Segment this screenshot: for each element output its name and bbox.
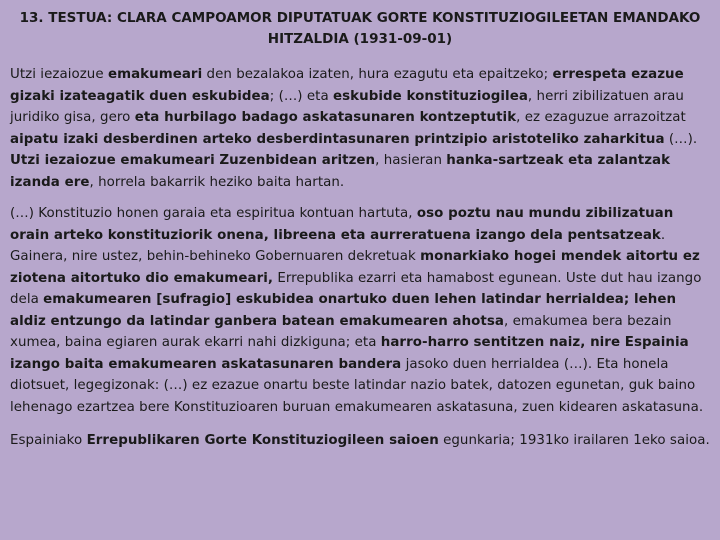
text-segment: , emakumea bera bezain xumea, baina egiaren aurak ekarri nahi dizkiguna; eta bbox=[10, 313, 672, 350]
text-segment: (…). bbox=[664, 131, 698, 147]
bold-text-segment: monarkiako hogei mendek aitortu ez ziotena aitortuko dio emakumeari, bbox=[10, 249, 700, 286]
text-segment: den bezalakoa izaten, hura ezagutu eta epaitzeko; bbox=[202, 67, 553, 82]
bold-text-segment: harro-harro sentitzen naiz, nire Espainia izango baita emakumearen askatasunaren bandera bbox=[10, 335, 689, 372]
bold-text-segment: Utzi iezaiozue emakumeari Zuzenbidean aritzen bbox=[10, 153, 376, 168]
bold-text-segment: errespeta ezazue gizaki izateagatik duen eskubidea bbox=[10, 67, 684, 104]
bold-text-segment: eta hurbilago badago askatasunaren kontzeptutik bbox=[134, 110, 517, 125]
text-segment: Errepublika ezarri eta hamabost egunean. Uste dut hau izango dela bbox=[10, 270, 702, 307]
text-segment: (…) Konstituzio honen garaia eta espiritua kontuan hartuta, bbox=[10, 206, 417, 221]
text-segment: jasoko duen herrialdea (…). Eta honela diotsuet, legegizonak: (…) ez ezazue onartu beste latindar nazio batek, datozen egunetan, guk baino lehenago ezartzea bere Konstituzioaren buruan emakumearen askatasuna, zuen kidearen askatasuna. bbox=[10, 356, 704, 415]
text-segment: , herri zibilizatuen arau juridiko gisa, gero bbox=[10, 88, 684, 125]
bold-text-segment: aipatu izaki desberdinen arteko desberdintasunaren printzipio aristoteliko zaharkitua bbox=[10, 131, 665, 147]
text-segment: . Gainera, nire ustez, behin-behineko Gobernuaren dekretuak bbox=[10, 227, 666, 264]
bold-text-segment: oso poztu nau mundu zibilizatuan orain arteko konstituziorik onena, libreena eta aurreratuena izango dela pentsatzeak bbox=[10, 206, 674, 243]
bold-text-segment: eskubide konstituziogilea bbox=[333, 88, 528, 104]
text-segment: Espainiako bbox=[10, 433, 87, 448]
paragraph-2 bbox=[10, 203, 710, 418]
bold-text-segment: emakumearen [sufragio] eskubidea onartuko duen lehen latindar herrialdea; lehen aldiz entzungo da latindar ganbera batean emakumearen ahotsa bbox=[10, 292, 677, 329]
bold-text-segment: emakumeari bbox=[107, 67, 203, 82]
bold-text-segment: Errepublikaren Gorte Konstituziogileen saioen bbox=[86, 433, 439, 448]
text-segment: , ez ezaguzue arrazoitzat bbox=[516, 110, 686, 125]
paragraph-3-source bbox=[10, 430, 710, 452]
text-segment: , hasieran bbox=[375, 153, 447, 168]
text-segment: , horrela bakarrik heziko baita hartan. bbox=[89, 174, 345, 190]
text-segment: Utzi iezaiozue bbox=[10, 67, 108, 82]
bold-text-segment: hanka-sartzeak eta zalantzak izanda ere bbox=[10, 153, 671, 190]
text-segment: egunkaria; 1931ko irailaren 1eko saioa. bbox=[438, 433, 710, 448]
text-segment: ; (…) eta bbox=[269, 88, 334, 104]
document-title: 13. TESTUA: CLARA CAMPOAMOR DIPUTATUAK GORTE KONSTITUZIOGILEETAN EMANDAKO HITZALDIA (1931-09-01) bbox=[19, 10, 701, 47]
paragraph-1 bbox=[10, 64, 710, 193]
